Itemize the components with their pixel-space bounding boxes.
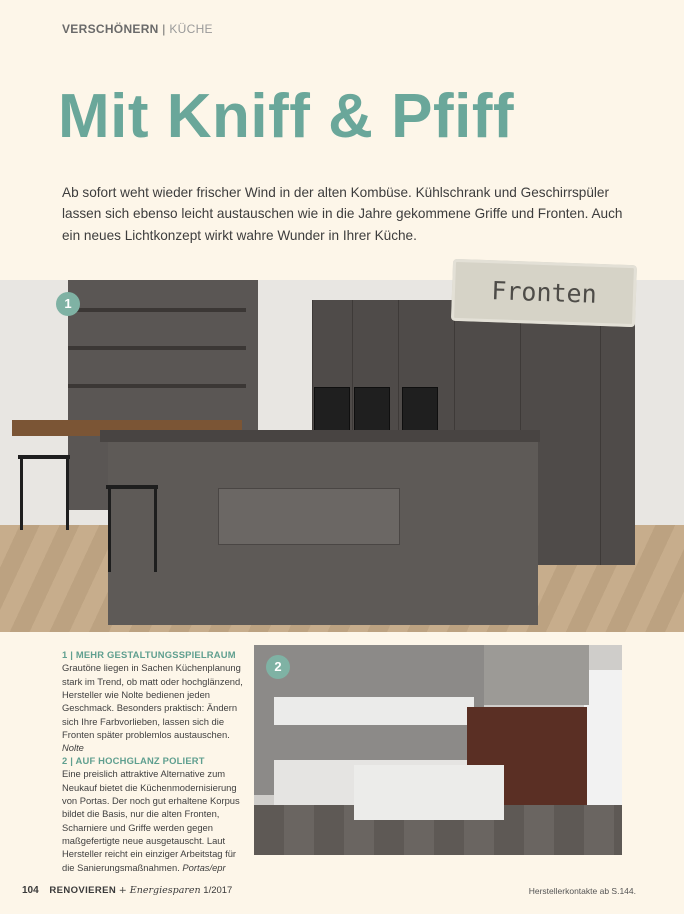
section-kicker [62,22,213,36]
tall-cabinet [600,300,635,565]
extractor-hood [484,645,589,705]
kitchen-photo-1 [0,280,684,632]
issue-number: 1/2017 [203,885,233,896]
caption-credit: Portas/epr [182,861,226,873]
kitchen-island [354,765,504,820]
stool-leg [20,458,23,530]
bar-stool [18,455,70,459]
caption-credit: Nolte [62,742,84,754]
caption-body: Eine preislich attraktive Alternative zum Neukauf bietet die Küchenmodernisierung von Portas. Der noch gut erhaltene Korpus bildet die Basis, nur die alten Fronten, Scharniere und Griffe werden gegen maßgefertigte neue ausgetauscht. Laut Hersteller reicht ein einziger Arbeitstag für die Sanierungsmaßnahmen. [62,768,240,873]
magazine-name: RENOVIEREN [49,885,117,896]
stamp-label: Fronten [490,276,598,309]
island-countertop [100,430,540,442]
page-title: Mit Kniff & Pfiff [58,82,515,151]
caption-title: 2 | AUF HOCHGLANZ POLIERT [62,755,205,766]
page-number: 104 [22,885,39,896]
bar-stool [106,485,158,489]
shelf [68,308,246,312]
shelf [68,384,246,388]
intro-paragraph: Ab sofort weht wieder frischer Wind in der alten Kombüse. Kühlschrank und Geschirrspüler lassen sich ebenso leicht austauschen wie in die Jahre gekommene Griffe und Fronten. Auch ein neues Lichtkonzept wirkt wahre Wunder in Ihrer Küche. [62,185,623,243]
footer-left [22,885,232,896]
open-drawer [218,488,400,545]
section-label: VERSCHÖNERN [62,22,159,36]
upper-cabinets [274,697,474,725]
photo-number-badge: 2 [266,655,290,679]
subsection-label: KÜCHE [169,22,213,36]
magazine-suffix: + Energiesparen [118,885,201,896]
footer-contacts: Herstellerkontakte ab S.144. [528,886,636,896]
window [584,670,622,820]
caption-body: Grautöne liegen in Sachen Küchenplanung stark im Trend, ob matt oder hochglänzend, Hersteller wie Nolte bedienen jeden Geschmack. Besonders praktisch: Ändern sich Ihre Farbvorlieben, lassen sich die Fronten später problemlos austauschen. [62,662,243,741]
kitchen-photo-2 [254,645,622,855]
stool-leg [108,488,111,572]
caption-1 [62,648,250,755]
kicker-separator: | [162,22,166,36]
photo-number-badge: 1 [56,292,80,316]
shelf [68,346,246,350]
fronten-stamp [451,259,637,327]
caption-2 [62,754,250,874]
stool-leg [154,488,157,572]
stool-leg [66,458,69,530]
caption-title: 1 | MEHR GESTALTUNGSSPIELRAUM [62,649,236,660]
